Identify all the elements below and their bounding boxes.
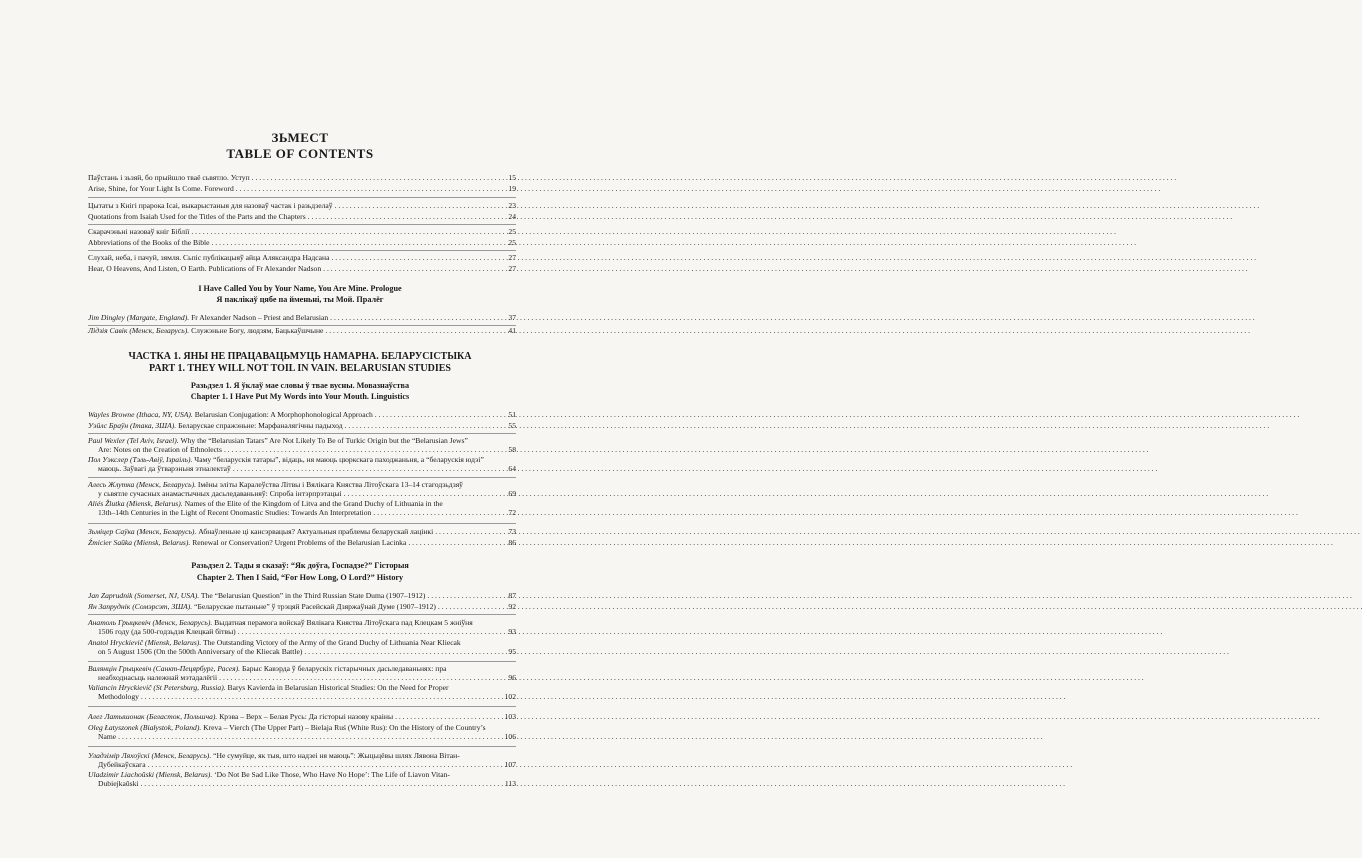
page-number: 95 (508, 647, 516, 657)
toc-entry[interactable] (88, 770, 516, 789)
entry-title: Слухай, неба, і пачуй, зямля. Сьпіс публікацыяў айца Аляксандра Надсана (88, 253, 330, 262)
page-number: 86 (508, 538, 516, 547)
entry-title: Крэва – Верх – Белая Русь: Да гісторыі назову краіны (219, 712, 394, 721)
page-number: 107 (504, 760, 516, 770)
entry-title: Names of the Elite of the Kingdom of Litva and the Grand Duchy of Lithuania in the (184, 499, 443, 508)
entry-title: Выдатная перамога войскаў Вялікага Княства Літоўскага пад Клецкам 5 жніўня (214, 618, 473, 627)
page-number: 113 (504, 779, 516, 789)
part1-heading-be: ЧАСТКА 1. ЯНЫ НЕ ПРАЦАВАЦЬМУЦЬ НАМАРНА. БЕЛАРУСІСТЫКА (128, 351, 472, 362)
entry-title-cont: Are: Notes on the Creation of Ethnolects (98, 445, 222, 455)
entry-author: Уладзімір Ляхоўскі (Менск, Беларусь). (88, 751, 212, 760)
entry-title: Kreva – Vierch (The Upper Part) – Bielaja Ruś (White Rus): On the History of the Country’s (203, 723, 486, 732)
toc-entry[interactable] (88, 238, 516, 247)
entry-title: Why the “Belarusian Tatars” Are Not Likely To Be of Turkic Origin but the “Belarusian Jews” (180, 436, 468, 445)
entry-author: Paul Wexler (Tel Aviv, Israel). (88, 436, 179, 445)
entry-title: Абнаўленьне ці кансэрвацыя? Актуальныя праблемы беларускай лацінкі (198, 527, 434, 536)
toc-entry[interactable] (88, 313, 516, 322)
entry-author: Wayles Browne (Ithaca, NY, USA). (88, 410, 193, 419)
toc-entry[interactable] (88, 683, 516, 702)
divider (88, 197, 516, 198)
entry-title-cont: 13th–14th Centuries in the Light of Recent Onomastic Studies: Towards An Interpretation (98, 508, 372, 518)
toc-entry[interactable] (88, 480, 516, 499)
page-number: 55 (508, 421, 516, 430)
entry-author: Oleg Łatyszonek (Białystok, Poland). (88, 723, 202, 732)
entry-author: Алесь Жлутка (Менск, Беларусь). (88, 480, 196, 489)
entry-title: Цытаты з Кнігі прарока Ісаі, выкарыстаныя для назоваў частак і разьдзелаў (88, 201, 333, 210)
entry-author: Пол Уэкслер (Тэль-Авіў, Ізраіль). (88, 455, 193, 464)
entry-title: ‘Do Not Be Sad Like Those, Who Have No Hope’: The Life of Liavon Vitan- (214, 770, 450, 779)
page-number: 51 (508, 410, 516, 419)
page-number: 93 (508, 627, 516, 637)
toc-entry[interactable] (88, 227, 516, 236)
toc-entry[interactable] (88, 723, 516, 742)
toc-entry[interactable] (88, 751, 516, 770)
chapter2-heading-be: Разьдзел 2. Тады я сказаў: “Як доўга, Госпадзе?” Гісторыя (191, 561, 409, 570)
page-number: 73 (508, 527, 516, 536)
toc-title-en: TABLE OF CONTENTS (226, 146, 374, 161)
entry-title-cont: on 5 August 1506 (On the 500th Anniversary of the Kliecak Battle) (98, 647, 303, 657)
entry-title-cont: Dubiejkaŭski (98, 779, 139, 789)
entry-title: Паўстань і зьзяй, бо прыйшло тваё сьвятло. Уступ (88, 173, 250, 182)
page-number: 87 (508, 591, 516, 600)
entry-author: Алег Латышонак (Беласток, Польшча). (88, 712, 218, 721)
entry-author: Jim Dingley (Margate, England). (88, 313, 190, 322)
page-number: 106 (504, 732, 516, 742)
entry-title-cont: Name (98, 732, 117, 742)
page-number: 103 (504, 712, 516, 721)
entry-author: Ян Запруднік (Сомэрсэт, ЗША). (88, 602, 193, 611)
part1-heading-en: PART 1. THEY WILL NOT TOIL IN VAIN. BELARUSIAN STUDIES (149, 363, 451, 374)
entry-title-cont: у сьвятле сучасных анамастычных дасьледаваньняў: Спроба інтэрпрэтацыі (98, 489, 342, 499)
divider (88, 661, 516, 662)
entry-title: “Беларускае пытаньне” ў трэцяй Расейскай Дзяржаўнай Думе (1907–1912) (194, 602, 436, 611)
toc-entry[interactable] (88, 591, 516, 600)
page-number: 15 (508, 173, 516, 182)
entry-title: The “Belarusian Question” in the Third Russian State Duma (1907–1912) (200, 591, 426, 600)
entry-title: Служэньне Богу, людзям, Бацькаўшчыне (191, 326, 324, 335)
entry-author: Зьміцер Саўка (Менск, Беларусь). (88, 527, 197, 536)
chapter1-heading-en: Chapter 1. I Have Put My Words into Your Mouth. Linguistics (190, 392, 410, 401)
entry-author: Aliés Žlutka (Miensk, Belarus). (88, 499, 183, 508)
divider (88, 433, 516, 434)
page-number: 69 (508, 489, 516, 499)
divider (88, 706, 516, 707)
entry-title: Quotations from Isaiah Used for the Titles of the Parts and the Chapters (88, 212, 306, 221)
entry-author: Валянцін Грыцкевіч (Санкт-Пецярбург, Расея). (88, 664, 241, 673)
entry-title: Renewal or Conservation? Urgent Problems of the Belarusian Lacinka (192, 538, 407, 547)
toc-entry[interactable] (88, 538, 516, 547)
page-number: 25 (508, 227, 516, 236)
entry-author: Anatol Hryckievič (Miensk, Belarus). (88, 638, 202, 647)
toc-entry[interactable] (88, 410, 516, 419)
entry-title-cont: маюць. Заўвагі да ўтварэньня этналектаў (98, 464, 231, 474)
entry-author: Źmicier Saŭka (Miensk, Belarus). (88, 538, 191, 547)
toc-entry[interactable] (88, 455, 516, 474)
page-number: 64 (508, 464, 516, 474)
prologue-heading-be: Я паклікаў цябе па йменьні, ты Мой. Пралёг (216, 295, 384, 304)
divider (88, 614, 516, 615)
page-number: 72 (508, 508, 516, 518)
prologue-heading-en: I Have Called You by Your Name, You Are Mine. Prologue (198, 284, 402, 293)
page-number: 58 (508, 445, 516, 455)
toc-entry[interactable] (88, 184, 516, 193)
page-number: 27 (508, 253, 516, 262)
toc-page (0, 0, 600, 858)
entry-title-cont: 1506 году (да 500-годзьдзя Клецкай бітвы) (98, 627, 236, 637)
entry-title: Барыс Кавэрда ў беларускіх гістарычных дасьледаваньнях: пра (241, 664, 447, 673)
toc-entry[interactable] (88, 527, 516, 536)
entry-author: Лідзія Савік (Менск, Беларусь). (88, 326, 190, 335)
page-number: 27 (508, 264, 516, 273)
entry-title: Скарачэньні назоваў кніг Біблії (88, 227, 190, 236)
entry-title: Беларускае спражэньне: Марфаналягічны падыход (178, 421, 343, 430)
entry-title-cont: Дубейкаўскага (98, 760, 146, 770)
toc-entry[interactable] (88, 201, 516, 210)
toc-entry[interactable] (88, 173, 516, 182)
entry-title: Arise, Shine, for Your Light Is Come. Foreword (88, 184, 234, 193)
divider (88, 224, 516, 225)
entry-title: Fr Alexander Nadson – Priest and Belarusian (191, 313, 329, 322)
toc-entry[interactable] (88, 421, 516, 430)
toc-entry[interactable] (88, 253, 516, 262)
chapter1-heading-be: Разьдзел 1. Я ўклаў мае словы ў твае вусны. Мовазнаўства (190, 381, 410, 390)
entry-title: “Не сумуйце, як тыя, што надзеі ня маюць”: Жыцьцёвы шлях Лявона Вітан- (213, 751, 460, 760)
page-number: 19 (508, 184, 516, 193)
page-number: 92 (508, 602, 516, 611)
entry-title-cont: Methodology (98, 692, 139, 702)
entry-author: Jan Zaprudnik (Somerset, NJ, USA). (88, 591, 200, 600)
entry-title: Hear, O Heavens, And Listen, O Earth. Publications of Fr Alexander Nadson (88, 264, 322, 273)
chapter2-heading-en: Chapter 2. Then I Said, “For How Long, O Lord?” History (196, 573, 404, 582)
entry-title: Імёны эліты Каралеўства Літвы і Вялікага Княства Літоўскага 13–14 стагодзьдзяў (197, 480, 463, 489)
entry-title-cont: неабходнасьць належнай мэтадалёгіі (98, 673, 218, 683)
toc-entry[interactable] (88, 618, 516, 637)
toc-entry[interactable] (88, 212, 516, 221)
entry-title: Abbreviations of the Books of the Bible (88, 238, 210, 247)
page-number: 23 (508, 201, 516, 210)
entry-author: Анатоль Грыцкевіч (Менск, Беларусь). (88, 618, 213, 627)
toc-entry[interactable] (88, 326, 516, 335)
toc-entry[interactable] (88, 499, 516, 518)
entry-title: Barys Kavierda in Belarusian Historical Studies: On the Need for Proper (227, 683, 449, 692)
toc-title-be: ЗЬМЕСТ (271, 130, 329, 145)
entry-title: The Outstanding Victory of the Army of the Grand Duchy of Lithuania Near Kliecak (203, 638, 461, 647)
entry-title: Belarusian Conjugation: A Morphophonological Approach (194, 410, 373, 419)
page-number: 25 (508, 238, 516, 247)
entry-author: Valiancin Hryckievič (St Petersburg, Russia). (88, 683, 226, 692)
toc-entry[interactable] (88, 602, 516, 611)
page-number: 102 (504, 692, 516, 702)
entry-author: Uladzimir Liachoŭski (Miensk, Belarus). (88, 770, 213, 779)
page-number: 41 (508, 326, 516, 335)
divider (88, 746, 516, 747)
divider (88, 477, 516, 478)
toc-entry[interactable] (88, 664, 516, 683)
toc-entry[interactable] (88, 436, 516, 455)
divider (88, 250, 516, 251)
page-number: 96 (508, 673, 516, 683)
toc-entry[interactable] (88, 712, 516, 721)
page-number: 24 (508, 212, 516, 221)
toc-entry[interactable] (88, 264, 516, 273)
entry-title: Чаму “беларускія татары”, відаць, ня маюць цюркскага паходжаньня, а “беларускія юдэі” (194, 455, 484, 464)
divider (88, 523, 516, 524)
entry-author: Уэйлс Браўн (Ітака, ЗША). (88, 421, 177, 430)
toc-entry[interactable] (88, 638, 516, 657)
page-number: 37 (508, 313, 516, 322)
